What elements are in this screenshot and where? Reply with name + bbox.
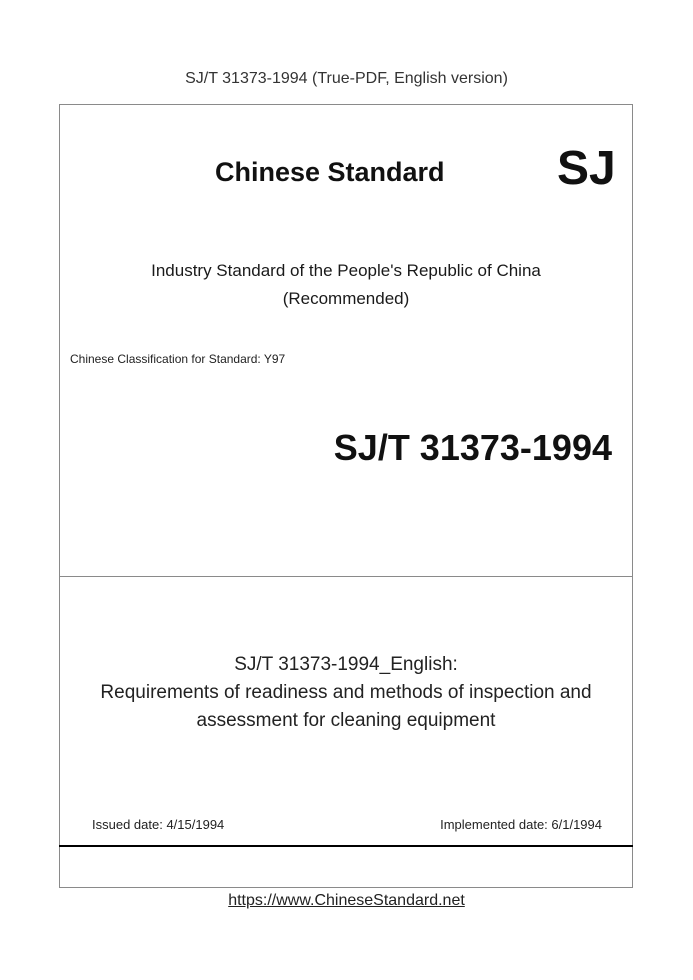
document-title-line-1: SJ/T 31373-1994_English: bbox=[234, 654, 458, 675]
document-title-line-2: Requirements of readiness and methods of inspection and bbox=[100, 682, 592, 703]
recommended-line: (Recommended) bbox=[282, 289, 410, 308]
cover-upper-section bbox=[60, 105, 632, 576]
cover-frame bbox=[59, 104, 633, 888]
bottom-divider bbox=[59, 845, 633, 847]
document-title-line-3: assessment for cleaning equipment bbox=[196, 710, 496, 731]
standard-number: SJ/T 31373-1994 bbox=[333, 427, 612, 468]
document-title bbox=[60, 651, 632, 735]
cover-lower-section bbox=[60, 577, 632, 845]
standard-title: Chinese Standard bbox=[215, 157, 445, 187]
page-header: SJ/T 31373-1994 (True-PDF, English version) bbox=[185, 70, 508, 87]
website-link[interactable]: https://www.ChineseStandard.net bbox=[228, 892, 465, 909]
industry-statement bbox=[60, 257, 632, 313]
standard-mark: SJ bbox=[557, 142, 616, 195]
classification-label: Chinese Classification for Standard: Y97 bbox=[70, 352, 286, 366]
industry-line: Industry Standard of the People's Republic of China bbox=[151, 261, 541, 280]
issued-date: Issued date: 4/15/1994 bbox=[92, 817, 225, 832]
implemented-date: Implemented date: 6/1/1994 bbox=[440, 817, 602, 832]
